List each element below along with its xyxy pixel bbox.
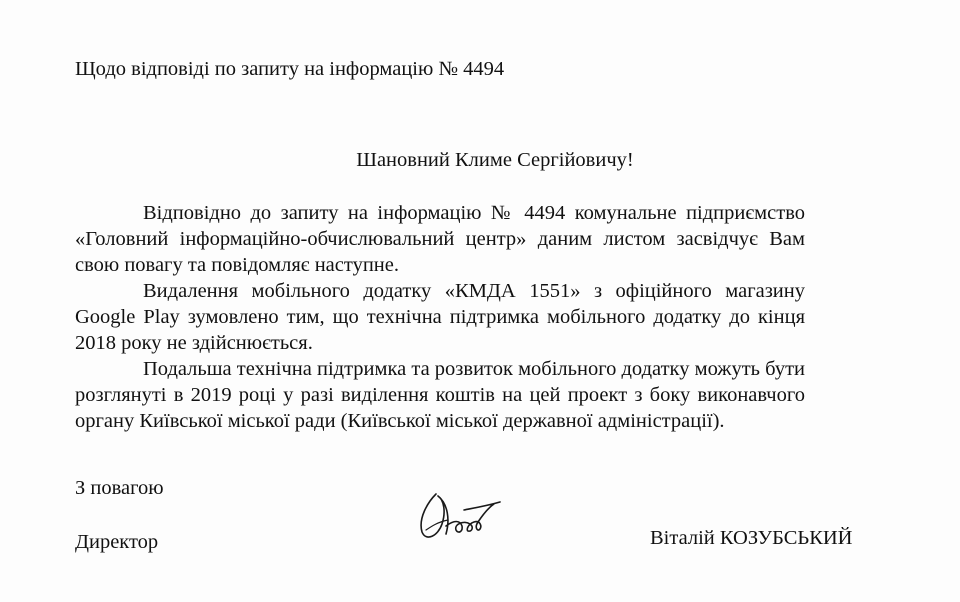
- letter-paragraph: Відповідно до запиту на інформацію № 4494 комунальне підприємство «Головний інформаційно-обчислювальний центр» даним листом засвідчує Вам свою повагу та повідомляє наступне.: [75, 202, 805, 276]
- signer-name: Віталій КОЗУБСЬКИЙ: [650, 527, 853, 549]
- letter-body: [75, 200, 805, 434]
- signature-icon: [408, 480, 518, 550]
- letter-paragraph: Видалення мобільного додатку «КМДА 1551» з офіційного магазину Google Play зумовлено тим, що технічна підтримка мобільного додатку до кінця 2018 року не здійснюється.: [75, 280, 805, 354]
- letter-closing: З повагою: [75, 477, 164, 499]
- letter-paragraph: Подальша технічна підтримка та розвиток мобільного додатку можуть бути розглянуті в 2019 році у разі виділення коштів на цей проект з боку виконавчого органу Київської міської ради (Київської міської державної адміністрації).: [75, 358, 805, 432]
- letter-salutation: Шановний Климе Сергійовичу!: [356, 149, 634, 171]
- letter-subject: Щодо відповіді по запиту на інформацію № 4494: [75, 58, 505, 80]
- signer-position: Директор: [75, 531, 159, 553]
